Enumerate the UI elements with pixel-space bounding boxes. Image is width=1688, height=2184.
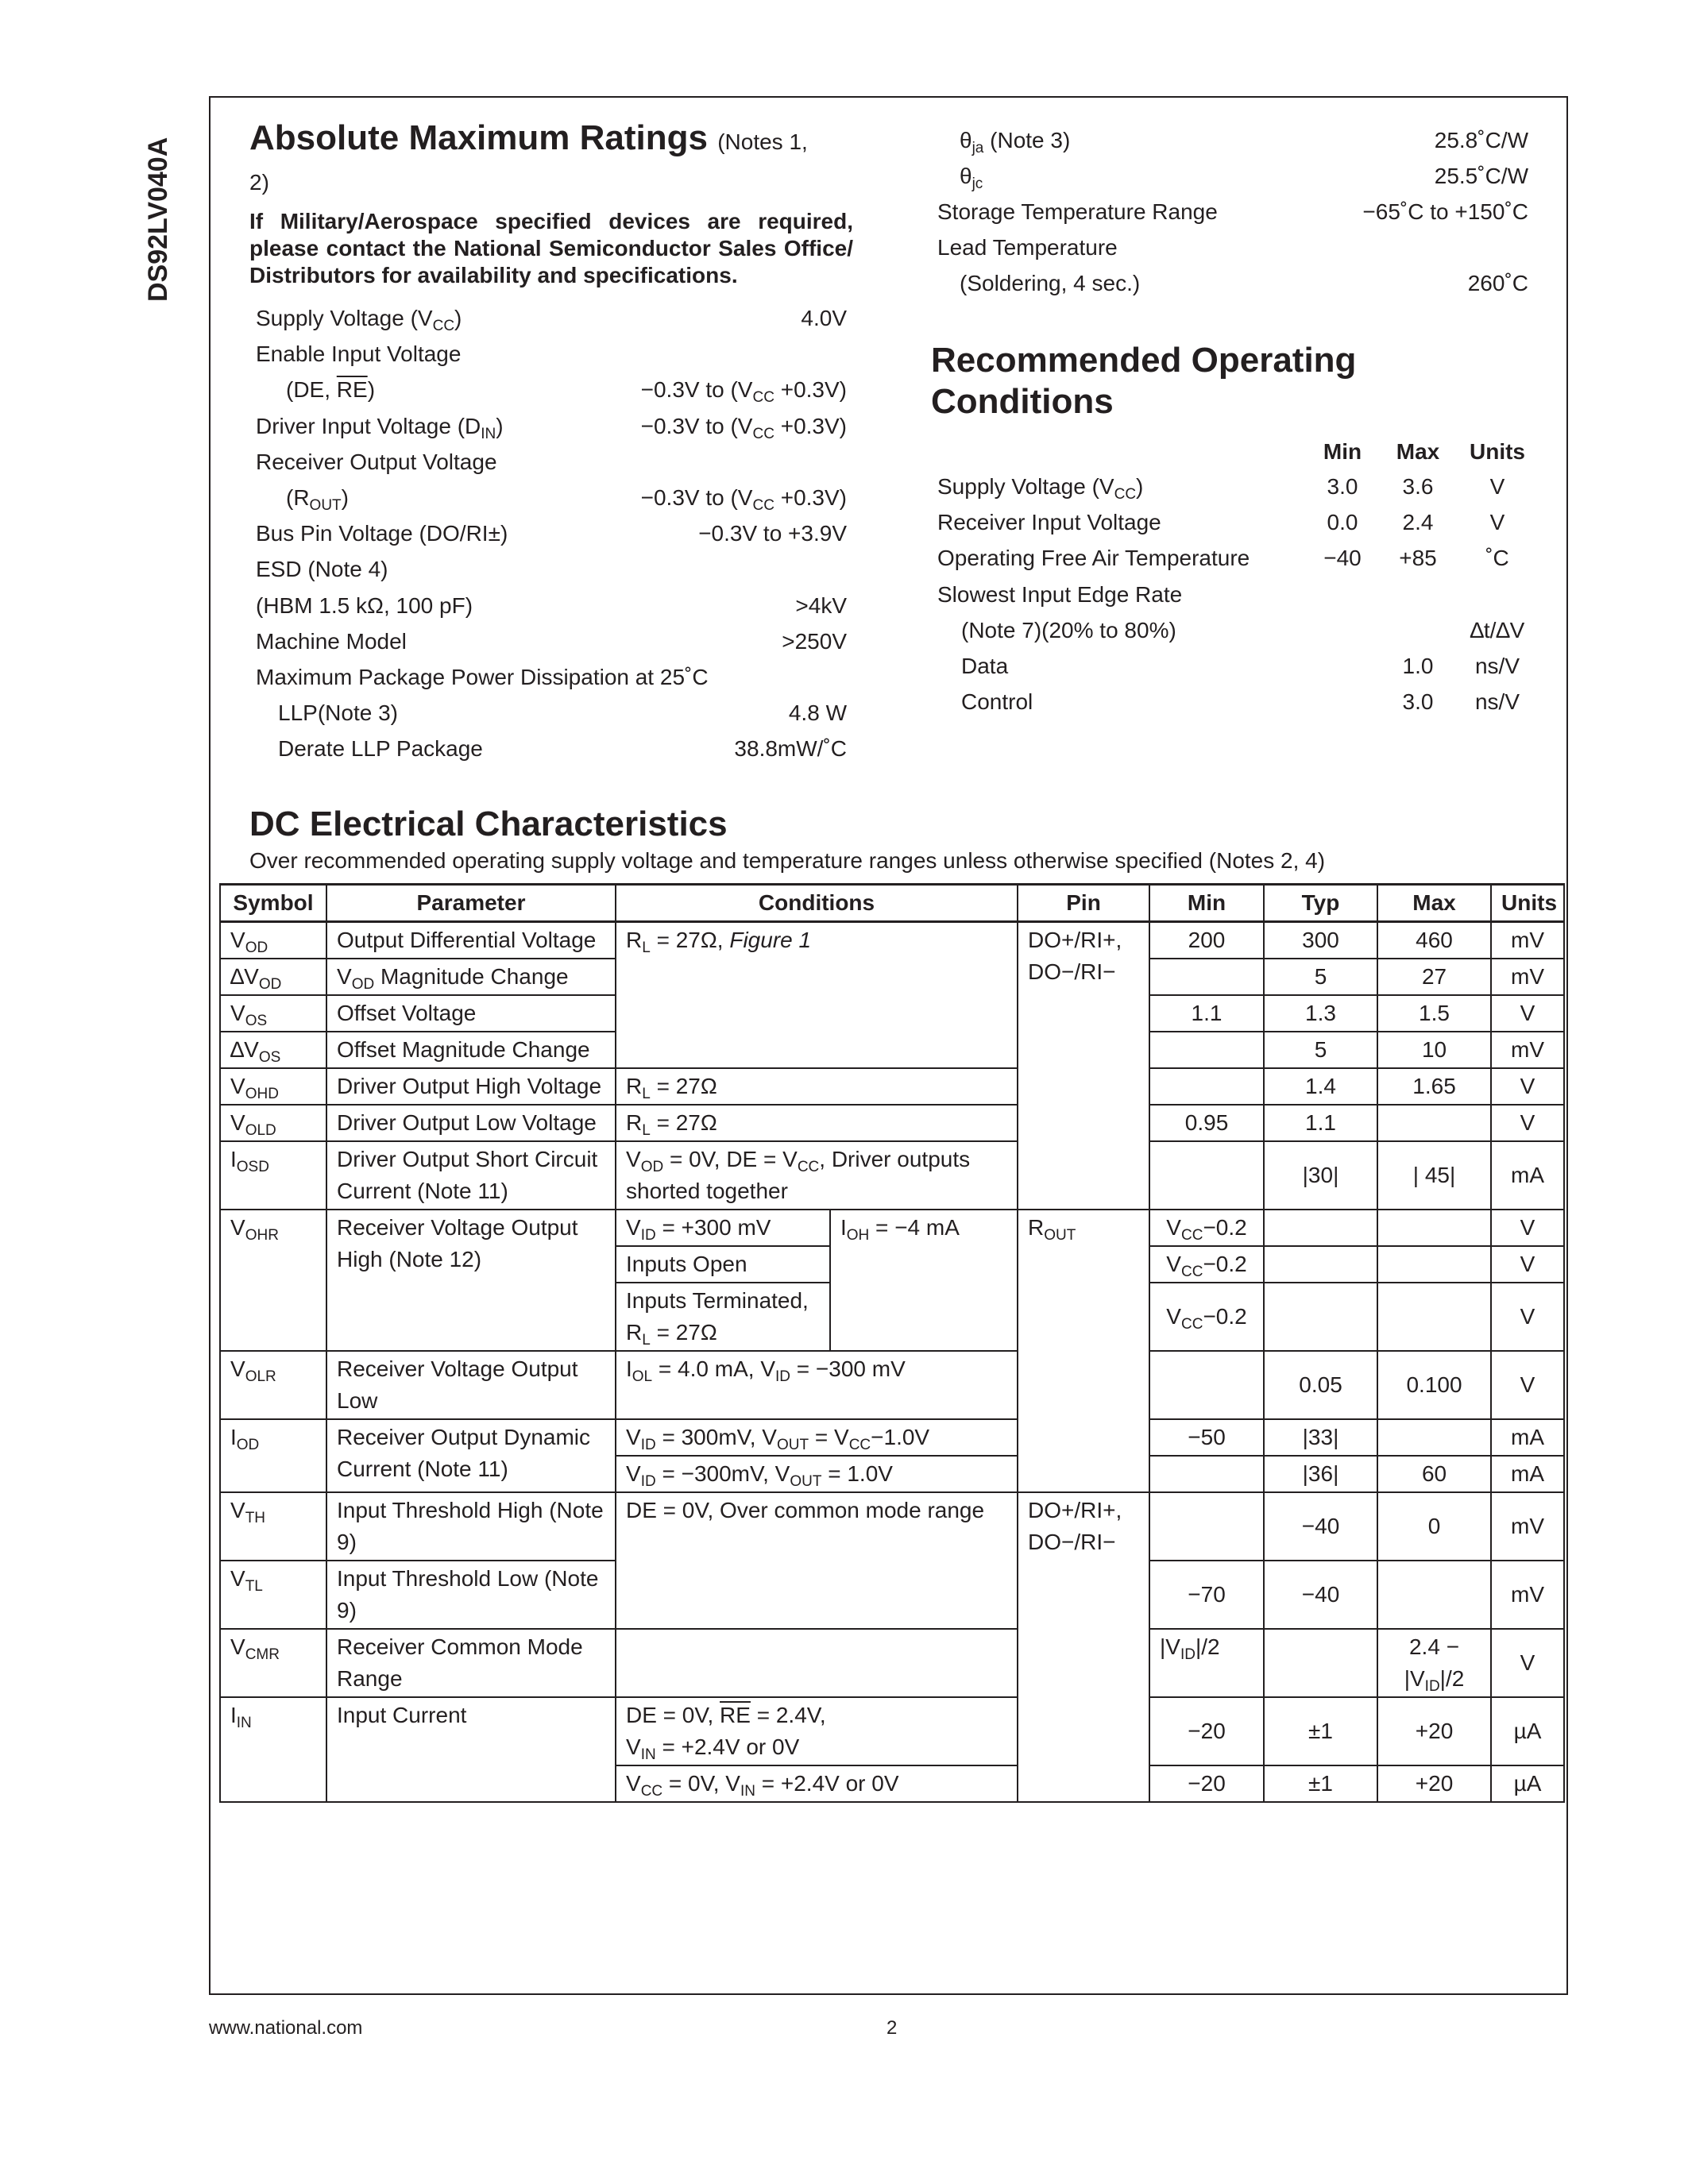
max-cell: 1.5 xyxy=(1377,995,1491,1032)
amr-row-label: Supply Voltage $(V_{CC})$ xyxy=(256,306,462,334)
dc-header-conditions: Conditions xyxy=(616,885,1018,922)
roc-row-units: ns/V xyxy=(1474,689,1520,714)
symbol-cell: $V_{OS}$ xyxy=(220,995,326,1032)
amr-row-value: >4kV xyxy=(795,593,847,618)
parameter-cell: Receiver Voltage Output Low xyxy=(326,1351,616,1419)
min-cell: −20 xyxy=(1149,1697,1264,1765)
amr-row-value: −0.3V to +3.9V xyxy=(698,521,847,546)
typ-cell: 1.1 xyxy=(1264,1105,1377,1141)
roc-row-label: Slowest Input Edge Rate xyxy=(937,582,1183,607)
units-cell: µA xyxy=(1491,1697,1564,1765)
min-cell: $V_{CC}-0.2$ xyxy=(1149,1283,1264,1351)
thermal-row-label: $\theta_{ja}$ (Note 3) xyxy=(960,128,1071,156)
max-cell: 460 xyxy=(1377,922,1491,959)
dc-title: DC Electrical Characteristics xyxy=(249,805,728,843)
conditions-cell: Inputs Open xyxy=(616,1246,830,1283)
roc-row-label: (Note 7)(20% to 80%) xyxy=(961,618,1176,642)
max-cell: 10 xyxy=(1377,1032,1491,1068)
amr-row-value: 38.8mW/˚C xyxy=(734,736,847,761)
max-cell: +20 xyxy=(1377,1765,1491,1802)
max-cell: | 45| xyxy=(1377,1141,1491,1210)
roc-header-max: Max xyxy=(1396,439,1440,464)
table-row xyxy=(220,1492,1564,1561)
min-cell xyxy=(1149,1456,1264,1492)
roc-row-max: 2.4 xyxy=(1402,510,1434,534)
max-cell: 0.100 xyxy=(1377,1351,1491,1419)
table-row xyxy=(220,1629,1564,1697)
thermal-row-value: 25.5˚C/W xyxy=(1434,164,1528,188)
symbol-cell: $V_{OLR}$ xyxy=(220,1351,326,1419)
amr-row-label: Derate LLP Package xyxy=(278,736,483,761)
roc-row-label: Supply Voltage $(V_{CC})$ xyxy=(937,474,1144,503)
table-row xyxy=(220,1351,1564,1419)
amr-row-label: ESD (Note 4) xyxy=(256,557,388,581)
conditions-cell: $V_{ID} = -300mV$, $V_{OUT} = 1.0V$ xyxy=(616,1456,1018,1492)
dc-header-row xyxy=(220,885,1564,922)
amr-title: Absolute Maximum Ratings xyxy=(249,118,708,157)
min-cell: $V_{CC}-0.2$ xyxy=(1149,1246,1264,1283)
typ-cell: ±1 xyxy=(1264,1765,1377,1802)
thermal-row-label: Storage Temperature Range xyxy=(937,199,1218,224)
max-cell xyxy=(1377,1246,1491,1283)
conditions-cell: $R_L = 27\Omega$ xyxy=(616,1105,1018,1141)
pin-cell: $R_{OUT}$ xyxy=(1018,1210,1149,1492)
amr-title-notes: (Notes 1, xyxy=(717,129,808,154)
parameter-cell: Input Current xyxy=(326,1697,616,1802)
amr-title-notes-cont: 2) xyxy=(249,170,269,195)
amr-row-label: Enable Input Voltage xyxy=(256,341,462,366)
units-cell: V xyxy=(1491,1629,1564,1697)
thermal-row-label: Lead Temperature xyxy=(937,235,1118,260)
table-row xyxy=(220,922,1564,959)
military-note-line1: If Military/Aerospace specified devices are required, xyxy=(249,209,853,233)
amr-row-value: >250V xyxy=(782,629,847,654)
typ-cell: ±1 xyxy=(1264,1697,1377,1765)
military-note-line2: please contact the National Semiconductor Sales Office/ xyxy=(249,236,853,260)
units-cell: mV xyxy=(1491,922,1564,959)
conditions-ioh-cell: $I_{OH} = -4$ mA xyxy=(830,1210,1018,1351)
parameter-cell: Receiver Voltage Output High (Note 12) xyxy=(326,1210,616,1351)
max-cell xyxy=(1377,1561,1491,1629)
roc-row-units: V xyxy=(1489,510,1505,534)
max-cell: 60 xyxy=(1377,1456,1491,1492)
part-number-sidebar: DS92LV040A xyxy=(143,137,173,302)
typ-cell: −40 xyxy=(1264,1561,1377,1629)
dc-header-units: Units xyxy=(1491,885,1564,922)
max-cell: 1.65 xyxy=(1377,1068,1491,1105)
conditions-cell xyxy=(616,1629,1018,1697)
roc-row-max: 3.6 xyxy=(1402,474,1434,499)
typ-cell xyxy=(1264,1210,1377,1246)
footer-url[interactable]: www.national.com xyxy=(209,2017,363,2039)
typ-cell: −40 xyxy=(1264,1492,1377,1561)
parameter-cell: $V_{OD}$ Magnitude Change xyxy=(326,959,616,995)
roc-row-max: 3.0 xyxy=(1402,689,1434,714)
table-row xyxy=(220,1105,1564,1141)
min-cell xyxy=(1149,1068,1264,1105)
symbol-cell: $I_{OSD}$ xyxy=(220,1141,326,1210)
units-cell: V xyxy=(1491,1068,1564,1105)
amr-row-value: −0.3V to $(V_{CC} +0.3V)$ xyxy=(640,485,847,514)
max-cell: 27 xyxy=(1377,959,1491,995)
typ-cell: |33| xyxy=(1264,1419,1377,1456)
units-cell: V xyxy=(1491,1283,1564,1351)
typ-cell: |30| xyxy=(1264,1141,1377,1210)
roc-row-min: 3.0 xyxy=(1327,474,1358,499)
typ-cell xyxy=(1264,1629,1377,1697)
typ-cell: 1.4 xyxy=(1264,1068,1377,1105)
conditions-cell: $R_L = 27\Omega$ xyxy=(616,1068,1018,1105)
amr-row-label: Machine Model xyxy=(256,629,407,654)
parameter-cell: Offset Voltage xyxy=(326,995,616,1032)
dc-header-typ: Typ xyxy=(1264,885,1377,922)
conditions-cell: DE = 0V, Over common mode range xyxy=(616,1492,1018,1629)
conditions-cell: $V_{ID} = +300$ mV xyxy=(616,1210,830,1246)
parameter-cell: Input Threshold Low (Note 9) xyxy=(326,1561,616,1629)
typ-cell xyxy=(1264,1246,1377,1283)
thermal-row-value: 25.8˚C/W xyxy=(1434,128,1528,152)
thermal-row-label: $\theta_{jc}$ xyxy=(960,164,983,192)
min-cell xyxy=(1149,1141,1264,1210)
roc-row-label: Control xyxy=(961,689,1033,714)
units-cell: mA xyxy=(1491,1456,1564,1492)
roc-row-units: V xyxy=(1489,474,1505,499)
units-cell: mA xyxy=(1491,1419,1564,1456)
table-row xyxy=(220,1419,1564,1456)
min-cell: 0.95 xyxy=(1149,1105,1264,1141)
min-cell: $|V_{ID}|/2$ xyxy=(1149,1629,1264,1697)
conditions-cell: DE = 0V, $\overline{RE} = 2.4V$, $V_{IN} = +2.4V$ or 0V xyxy=(616,1697,1018,1765)
parameter-cell: Driver Output Low Voltage xyxy=(326,1105,616,1141)
min-cell: −70 xyxy=(1149,1561,1264,1629)
pin-cell: DO+/RI+, DO−/RI− xyxy=(1018,1492,1149,1802)
parameter-cell: Offset Magnitude Change xyxy=(326,1032,616,1068)
roc-title xyxy=(931,340,1356,423)
min-cell: −50 xyxy=(1149,1419,1264,1456)
amr-row-value: −0.3V to $(V_{CC} +0.3V)$ xyxy=(640,377,847,406)
amr-row-value: −0.3V to $(V_{CC} +0.3V)$ xyxy=(640,414,847,442)
units-cell: V xyxy=(1491,995,1564,1032)
units-cell: mV xyxy=(1491,1492,1564,1561)
max-cell: 0 xyxy=(1377,1492,1491,1561)
symbol-cell: $\Delta V_{OD}$ xyxy=(220,959,326,995)
parameter-cell: Receiver Output Dynamic Current (Note 11) xyxy=(326,1419,616,1492)
thermal-row-value: −65˚C to +150˚C xyxy=(1362,199,1528,224)
roc-title-line2: Conditions xyxy=(931,382,1114,421)
roc-header-units: Units xyxy=(1470,439,1525,464)
symbol-cell: $V_{OD}$ xyxy=(220,922,326,959)
min-cell: 200 xyxy=(1149,922,1264,959)
typ-cell: 300 xyxy=(1264,922,1377,959)
min-cell xyxy=(1149,959,1264,995)
max-cell: 2.4 − $|V_{ID}|/2$ xyxy=(1377,1629,1491,1697)
max-cell xyxy=(1377,1210,1491,1246)
roc-title-line1: Recommended Operating xyxy=(931,341,1357,380)
units-cell: mA xyxy=(1491,1141,1564,1210)
typ-cell: 5 xyxy=(1264,1032,1377,1068)
units-cell: mV xyxy=(1491,1032,1564,1068)
dc-header-pin: Pin xyxy=(1018,885,1149,922)
symbol-cell: $V_{OLD}$ xyxy=(220,1105,326,1141)
dc-header-min: Min xyxy=(1149,885,1264,922)
min-cell xyxy=(1149,1351,1264,1419)
max-cell: +20 xyxy=(1377,1697,1491,1765)
dc-header-symbol: Symbol xyxy=(220,885,326,922)
military-note-line3: Distributors for availability and specifications. xyxy=(249,263,738,287)
conditions-cell: $R_L = 27\Omega$, Figure 1 xyxy=(616,922,1018,1069)
thermal-row-value: 260˚C xyxy=(1467,271,1528,295)
max-cell xyxy=(1377,1283,1491,1351)
symbol-cell: $V_{OHR}$ xyxy=(220,1210,326,1351)
roc-row-label: Operating Free Air Temperature xyxy=(937,546,1250,570)
dc-header-max: Max xyxy=(1377,885,1491,922)
roc-row-units: ∆t/∆V xyxy=(1470,618,1525,642)
typ-cell: 1.3 xyxy=(1264,995,1377,1032)
roc-row-label: Data xyxy=(961,654,1009,678)
amr-title-block xyxy=(249,118,808,163)
units-cell: V xyxy=(1491,1246,1564,1283)
min-cell xyxy=(1149,1032,1264,1068)
min-cell: −20 xyxy=(1149,1765,1264,1802)
min-cell: 1.1 xyxy=(1149,995,1264,1032)
table-row xyxy=(220,1210,1564,1246)
amr-row-label: Driver Input Voltage $(D_{IN})$ xyxy=(256,414,504,442)
roc-row-min: 0.0 xyxy=(1327,510,1358,534)
parameter-cell: Input Threshold High (Note 9) xyxy=(326,1492,616,1561)
parameter-cell: Output Differential Voltage xyxy=(326,922,616,959)
dc-subtitle: Over recommended operating supply voltage and temperature ranges unless otherwise specified (Notes 2, 4) xyxy=(249,848,1326,873)
roc-row-max: +85 xyxy=(1399,546,1437,570)
conditions-cell: $I_{OL} = 4.0$ mA, $V_{ID} = -300$ mV xyxy=(616,1351,1018,1419)
roc-row-units: ˚C xyxy=(1485,546,1509,570)
dc-header-parameter: Parameter xyxy=(326,885,616,922)
amr-row-value: 4.0V xyxy=(801,306,847,330)
symbol-cell: $\Delta V_{OS}$ xyxy=(220,1032,326,1068)
amr-row-value: 4.8 W xyxy=(788,700,847,725)
parameter-cell: Driver Output Short Circuit Current (Note 11) xyxy=(326,1141,616,1210)
parameter-cell: Driver Output High Voltage xyxy=(326,1068,616,1105)
symbol-cell: $I_{IN}$ xyxy=(220,1697,326,1802)
table-row xyxy=(220,1068,1564,1105)
roc-row-label: Receiver Input Voltage xyxy=(937,510,1161,534)
units-cell: V xyxy=(1491,1210,1564,1246)
max-cell xyxy=(1377,1419,1491,1456)
typ-cell: |36| xyxy=(1264,1456,1377,1492)
min-cell xyxy=(1149,1492,1264,1561)
conditions-cell: Inputs Terminated, $R_L = 27\Omega$ xyxy=(616,1283,830,1351)
conditions-cell: $V_{OD} = 0V$, DE = $V_{CC}$, Driver outputs shorted together xyxy=(616,1141,1018,1210)
amr-row-label: Receiver Output Voltage xyxy=(256,450,497,474)
units-cell: µA xyxy=(1491,1765,1564,1802)
table-row xyxy=(220,1141,1564,1210)
amr-row-label: Maximum Package Power Dissipation at 25˚C xyxy=(256,665,709,689)
military-note xyxy=(249,208,853,289)
conditions-cell: $V_{CC} = 0V$, $V_{IN} = +2.4V$ or 0V xyxy=(616,1765,1018,1802)
amr-row-label: $(R_{OUT})$ xyxy=(286,485,349,514)
amr-row-label: (HBM 1.5 kΩ, 100 pF) xyxy=(256,593,473,618)
symbol-cell: $V_{OHD}$ xyxy=(220,1068,326,1105)
typ-cell: 0.05 xyxy=(1264,1351,1377,1419)
amr-row-label: Bus Pin Voltage (DO/RI±) xyxy=(256,521,508,546)
roc-row-min: −40 xyxy=(1323,546,1362,570)
min-cell: $V_{CC}-0.2$ xyxy=(1149,1210,1264,1246)
pin-cell: DO+/RI+, DO−/RI− xyxy=(1018,922,1149,1210)
roc-row-units: ns/V xyxy=(1474,654,1520,678)
amr-row-label: LLP(Note 3) xyxy=(278,700,398,725)
conditions-cell: $V_{ID} = 300mV$, $V_{OUT} = V_{CC}-1.0V$ xyxy=(616,1419,1018,1456)
units-cell: V xyxy=(1491,1351,1564,1419)
typ-cell: 5 xyxy=(1264,959,1377,995)
roc-row-max: 1.0 xyxy=(1402,654,1434,678)
units-cell: mV xyxy=(1491,1561,1564,1629)
parameter-cell: Receiver Common Mode Range xyxy=(326,1629,616,1697)
dc-table xyxy=(219,883,1565,1803)
symbol-cell: $V_{TL}$ xyxy=(220,1561,326,1629)
thermal-row-label: (Soldering, 4 sec.) xyxy=(960,271,1141,295)
units-cell: mV xyxy=(1491,959,1564,995)
symbol-cell: $I_{OD}$ xyxy=(220,1419,326,1492)
units-cell: V xyxy=(1491,1105,1564,1141)
symbol-cell: $V_{CMR}$ xyxy=(220,1629,326,1697)
max-cell xyxy=(1377,1105,1491,1141)
page-number: 2 xyxy=(886,2017,898,2039)
symbol-cell: $V_{TH}$ xyxy=(220,1492,326,1561)
table-row xyxy=(220,1697,1564,1765)
roc-header-min: Min xyxy=(1323,439,1362,464)
typ-cell xyxy=(1264,1283,1377,1351)
amr-row-label: (DE, $\overline{RE}$) xyxy=(286,377,376,402)
